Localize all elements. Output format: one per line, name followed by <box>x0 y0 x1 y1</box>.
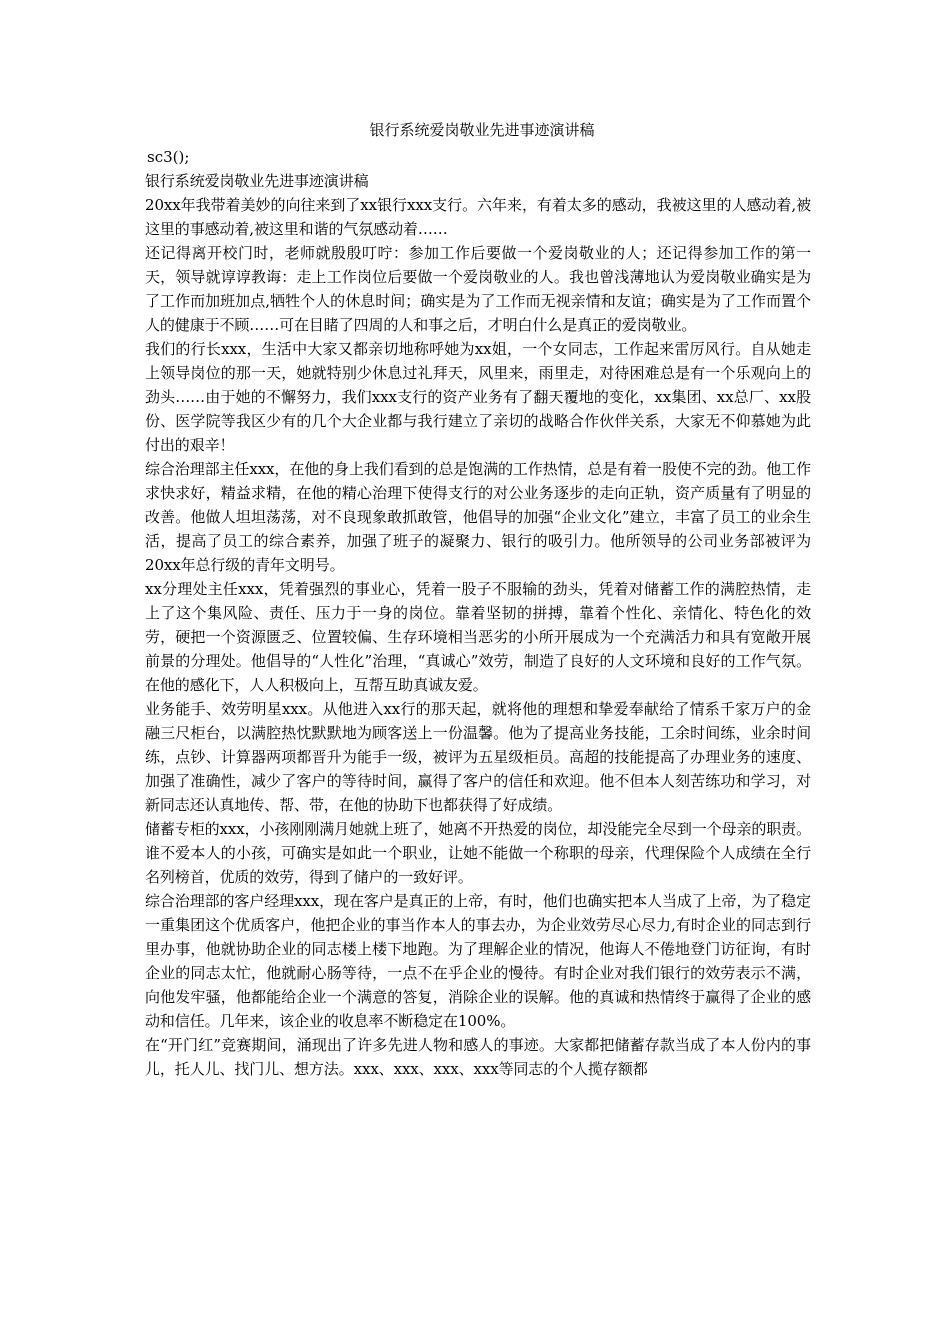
paragraph: 综合治理部的客户经理xxx，现在客户是真正的上帝，有时，他们也确实把本人当成了上帝，为了稳定一重集团这个优质客户，他把企业的事当作本人的事去办，为企业效劳尽心尽力,有时企业的同志到行里办事，他就协助企业的同志楼上楼下地跑。为了理解企业的情况，他诲人不倦地登门访征询，有时企业的同志太忙，他就耐心肠等待，一点不在乎企业的慢待。有时企业对我们银行的效劳表示不满，向他发牢骚，他都能给企业一个满意的答复，消除企业的误解。他的真诚和热情终于赢得了企业的感动和信任。几年来，该企业的收息率不断稳定在100%。 <box>145 892 811 1030</box>
paragraph: 储蓄专柜的xxx，小孩刚刚满月她就上班了，她离不开热爱的岗位，却没能完全尽到一个母亲的职责。谁不爱本人的小孩，可确实是如此一个职业，让她不能做一个称职的母亲，代理保险个人成绩在全行名列榜首，优质的效劳，得到了储户的一致好评。 <box>145 820 811 886</box>
document-subtitle: 银行系统爱岗敬业先进事迹演讲稿 <box>145 172 369 190</box>
paragraph: 还记得离开校门时，老师就殷殷叮咛：参加工作后要做一个爱岗敬业的人；还记得参加工作的第一天，领导就谆谆教诲：走上工作岗位后要做一个爱岗敬业的人。我也曾浅薄地认为爱岗敬业确实是为了工作而加班加点,牺牲个人的休息时间；确实是为了工作而无视亲情和友谊；确实是为了工作而置个人的健康于不顾……可在目睹了四周的人和事之后，才明白什么是真正的爱岗敬业。 <box>145 244 811 334</box>
document-title: 银行系统爱岗敬业先进事迹演讲稿 <box>369 121 595 139</box>
paragraph: 综合治理部主任xxx，在他的身上我们看到的总是饱满的工作热情，总是有着一股使不完的劲。他工作求快求好，精益求精，在他的精心治理下使得支行的对公业务逐步的走向正轨，资产质量有了明显的改善。他做人坦坦荡荡，对不良现象敢抓敢管，他倡导的加强“企业文化”建立，丰富了员工的业余生活，提高了员工的综合素养，加强了班子的凝聚力、银行的吸引力。他所领导的公司业务部被评为20xx年总行级的青年文明号。 <box>145 460 811 574</box>
paragraph: 20xx年我带着美妙的向往来到了xx银行xxx支行。六年来，有着太多的感动，我被这里的人感动着,被这里的事感动着,被这里和谐的气氛感动着…… <box>145 196 811 238</box>
code-line: sc3(); <box>147 148 190 166</box>
paragraph: 业务能手、效劳明星xxx。从他进入xx行的那天起，就将他的理想和挚爱奉献给了情系千家万户的金融三尺柜台，以满腔热忱默默地为顾客送上一份温馨。他为了提高业务技能，工余时间练，业余时间练，点钞、计算器两项都晋升为能手一级，被评为五星级柜员。高超的技能提高了办理业务的速度、加强了准确性，减少了客户的等待时间，赢得了客户的信任和欢迎。他不但本人刻苦练功和学习，对新同志还认真地传、帮、带，在他的协助下也都获得了好成绩。 <box>145 700 811 814</box>
paragraph: 在“开门红”竞赛期间，涌现出了许多先进人物和感人的事迹。大家都把储蓄存款当成了本人份内的事儿，托人儿、找门儿、想方法。xxx、xxx、xxx、xxx等同志的个人揽存额都 <box>145 1036 811 1078</box>
document-page <box>145 118 811 1081</box>
paragraph: 我们的行长xxx，生活中大家又都亲切地称呼她为xx姐，一个女同志，工作起来雷厉风行。自从她走上领导岗位的那一天，她就特别少休息过礼拜天，风里来，雨里走，对待困难总是有一个乐观向上的劲头……由于她的不懈努力，我们xxx支行的资产业务有了翻天覆地的变化，xx集团、xx总厂、xx股份、医学院等我区少有的几个大企业都与我行建立了亲切的战略合作伙伴关系，大家无不仰慕她为此付出的艰辛！ <box>145 340 811 454</box>
paragraph: xx分理处主任xxx，凭着强烈的事业心，凭着一股子不服输的劲头，凭着对储蓄工作的满腔热情，走上了这个集风险、责任、压力于一身的岗位。靠着坚韧的拼搏，靠着个性化、亲情化、特色化的效劳，硬把一个资源匮乏、位置较偏、生存环境相当恶劣的小所开展成为一个充满活力和具有宽敞开展前景的分理处。他倡导的“人性化”治理，“真诚心”效劳，制造了良好的人文环境和良好的工作气氛。在他的感化下，人人积极向上，互帮互助真诚友爱。 <box>145 580 811 694</box>
